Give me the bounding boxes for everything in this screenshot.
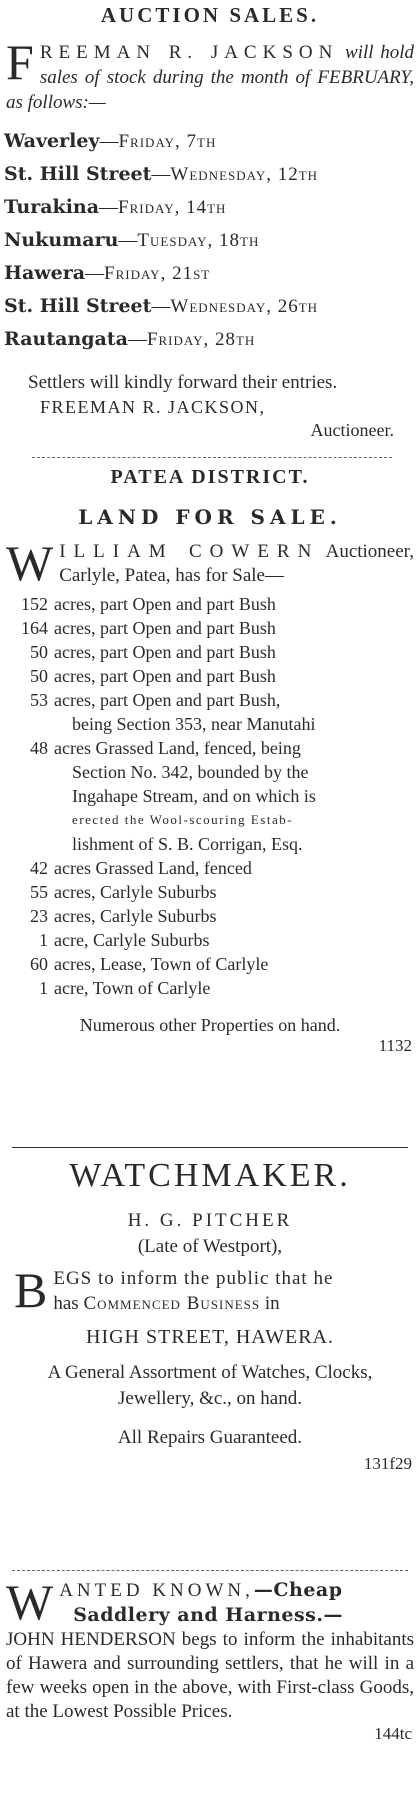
property-description-line: Section No. 342, bounded by the bbox=[72, 762, 309, 782]
property-item bbox=[14, 856, 412, 880]
property-description bbox=[48, 736, 316, 856]
property-item bbox=[14, 688, 412, 736]
patea-intro-text: Auctioneer, Carlyle, Patea, has for Sale— bbox=[59, 541, 414, 586]
property-list bbox=[0, 592, 420, 1000]
property-item bbox=[14, 736, 412, 856]
sale-place: Hawera bbox=[4, 262, 86, 284]
wanted-bold1: —Cheap bbox=[253, 1579, 343, 1601]
property-description bbox=[48, 856, 252, 880]
sale-entry bbox=[0, 290, 420, 323]
property-item bbox=[14, 928, 412, 952]
property-description bbox=[48, 928, 209, 952]
sale-schedule bbox=[0, 125, 420, 356]
watchmaker-dropcap: B bbox=[14, 1262, 48, 1318]
wanted-ref: 144tc bbox=[374, 1724, 412, 1743]
sale-entry bbox=[0, 191, 420, 224]
property-description bbox=[48, 952, 268, 976]
property-acreage: 152 bbox=[21, 594, 48, 614]
property-description bbox=[48, 976, 210, 1000]
watchmaker-line1: EGS to inform the public that he bbox=[53, 1268, 334, 1289]
auction-intro bbox=[0, 34, 420, 115]
property-description-line: acres, Carlyle Suburbs bbox=[54, 882, 217, 902]
sale-place: Rautangata bbox=[4, 328, 128, 350]
property-description-line: being Section 353, near Manutahi bbox=[72, 714, 316, 734]
wanted-bold2: Saddlery and Harness.— bbox=[73, 1604, 343, 1626]
property-description-line: acre, Carlyle Suburbs bbox=[54, 930, 210, 950]
property-acreage: 55 bbox=[30, 882, 48, 902]
sale-entry bbox=[0, 125, 420, 158]
property-description-line: acres, Carlyle Suburbs bbox=[54, 906, 217, 926]
auction-dropcap: F bbox=[6, 34, 34, 90]
watchmaker-repairs: All Repairs Guaranteed. bbox=[117, 1427, 303, 1448]
watchmaker-assortment: A General Assortment of Watches, Clocks, Jewellery, &c., on hand. bbox=[47, 1362, 373, 1409]
property-description-line: lishment of S. B. Corrigan, Esq. bbox=[72, 834, 303, 854]
watchmaker-advert bbox=[0, 1156, 420, 1516]
property-acreage: 50 bbox=[30, 666, 48, 686]
property-description-line: acres, part Open and part Bush bbox=[54, 594, 276, 614]
property-description bbox=[48, 688, 315, 736]
property-item bbox=[14, 976, 412, 1000]
watchmaker-line2-b: in bbox=[264, 1293, 280, 1314]
property-description-line: acres Grassed Land, fenced, being bbox=[54, 738, 301, 758]
sale-day: Wednesday, 12th bbox=[170, 164, 319, 185]
property-description bbox=[48, 592, 276, 616]
sale-place: Waverley bbox=[4, 130, 100, 152]
property-acreage: 42 bbox=[30, 858, 48, 878]
property-item bbox=[14, 640, 412, 664]
sale-dash: — bbox=[99, 197, 119, 218]
patea-dropcap: W bbox=[6, 535, 54, 591]
settlers-note: Settlers will kindly forward their entries. bbox=[28, 372, 338, 393]
property-description-line: Ingahape Stream, and on which is bbox=[72, 786, 316, 806]
property-description-line: acres, part Open and part Bush bbox=[54, 618, 276, 638]
sale-entry bbox=[0, 257, 420, 290]
property-item bbox=[14, 592, 412, 616]
property-item bbox=[14, 952, 412, 976]
sale-day: Tuesday, 18th bbox=[137, 230, 260, 251]
property-acreage: 50 bbox=[30, 642, 48, 662]
divider bbox=[12, 1570, 408, 1571]
sale-place: Turakina bbox=[4, 196, 100, 218]
property-item bbox=[14, 880, 412, 904]
sale-day: Friday, 28th bbox=[146, 329, 256, 350]
property-description bbox=[48, 664, 276, 688]
property-item bbox=[14, 904, 412, 928]
property-acreage: 48 bbox=[30, 738, 48, 758]
sale-entry bbox=[0, 158, 420, 191]
watchmaker-intro bbox=[0, 1262, 420, 1318]
watchmaker-address: HIGH STREET, HAWERA. bbox=[86, 1326, 334, 1348]
watchmaker-ref: 131f29 bbox=[363, 1454, 412, 1473]
land-for-sale-advert bbox=[0, 464, 420, 1055]
property-acreage: 164 bbox=[21, 618, 48, 638]
property-acreage: 53 bbox=[30, 690, 48, 710]
auction-intro-text: will hold sales of stock during the month of FEBRUARY, as follows:— bbox=[6, 42, 414, 113]
divider bbox=[12, 1147, 408, 1148]
property-item bbox=[14, 664, 412, 688]
auctioneer-name-cowern: ILLIAM COWERN bbox=[59, 541, 320, 562]
auctioneer-name: REEMAN R. JACKSON bbox=[39, 42, 339, 63]
property-description-line: acres, part Open and part Bush, bbox=[54, 690, 281, 710]
property-description-line: acre, Town of Carlyle bbox=[54, 978, 211, 998]
patea-footer: Numerous other Properties on hand. bbox=[79, 1015, 341, 1035]
property-description bbox=[48, 616, 276, 640]
sale-entry bbox=[0, 224, 420, 257]
auction-sales-advert bbox=[0, 0, 420, 455]
wanted-dropcap: W bbox=[6, 1574, 54, 1630]
sale-day: Wednesday, 26th bbox=[170, 296, 319, 317]
property-acreage: 1 bbox=[39, 978, 48, 998]
property-description-line: acres, Lease, Town of Carlyle bbox=[54, 954, 269, 974]
watchmaker-line2-a: has bbox=[53, 1293, 79, 1314]
sale-day: Friday, 7th bbox=[118, 131, 217, 152]
property-description-line: acres Grassed Land, fenced bbox=[54, 858, 252, 878]
sale-place: St. Hill Street bbox=[4, 163, 152, 185]
watchmaker-late: (Late of Westport), bbox=[137, 1236, 283, 1257]
property-description bbox=[48, 880, 216, 904]
property-item bbox=[14, 616, 412, 640]
property-acreage: 23 bbox=[30, 906, 48, 926]
sale-dash: — bbox=[127, 329, 147, 350]
sale-place: St. Hill Street bbox=[4, 295, 152, 317]
property-description-line: acres, part Open and part Bush bbox=[54, 666, 276, 686]
sale-dash: — bbox=[99, 131, 119, 152]
patea-ref: 1132 bbox=[378, 1036, 412, 1055]
watchmaker-name: H. G. PITCHER bbox=[127, 1210, 293, 1231]
auction-signature: FREEMAN R. JACKSON, bbox=[40, 397, 266, 417]
sale-dash: — bbox=[151, 164, 171, 185]
sale-dash: — bbox=[85, 263, 105, 284]
watchmaker-line2-sc: Commenced Business bbox=[83, 1293, 261, 1314]
property-acreage: 1 bbox=[39, 930, 48, 950]
property-acreage: 60 bbox=[30, 954, 48, 974]
sale-day: Friday, 14th bbox=[118, 197, 227, 218]
sale-dash: — bbox=[118, 230, 138, 251]
divider bbox=[32, 457, 392, 458]
land-subheading: LAND FOR SALE. bbox=[78, 505, 342, 529]
property-description-line: erected the Wool-scouring Estab- bbox=[72, 812, 294, 827]
sale-day: Friday, 21st bbox=[104, 263, 211, 284]
sale-entry bbox=[0, 323, 420, 356]
sale-place: Nukumaru bbox=[4, 229, 119, 251]
watchmaker-heading: WATCHMAKER. bbox=[69, 1157, 351, 1194]
auction-signature-title: Auctioneer. bbox=[310, 420, 394, 440]
property-description bbox=[48, 904, 216, 928]
property-description bbox=[48, 640, 276, 664]
sale-dash: — bbox=[151, 296, 171, 317]
wanted-spaced: ANTED KNOWN, bbox=[59, 1580, 254, 1601]
patea-intro bbox=[0, 535, 420, 591]
wanted-body: JOHN HENDERSON begs to inform the inhabitants of Hawera and surrounding settlers, that he will in a few weeks open in the above, with First-class Goods, at the Lowest Possible Prices. bbox=[6, 1629, 414, 1722]
auction-heading: AUCTION SALES. bbox=[100, 3, 320, 27]
wanted-intro bbox=[0, 1574, 420, 1630]
wanted-known-advert bbox=[0, 1574, 420, 1820]
patea-heading: PATEA DISTRICT. bbox=[110, 466, 310, 488]
property-description-line: acres, part Open and part Bush bbox=[54, 642, 276, 662]
